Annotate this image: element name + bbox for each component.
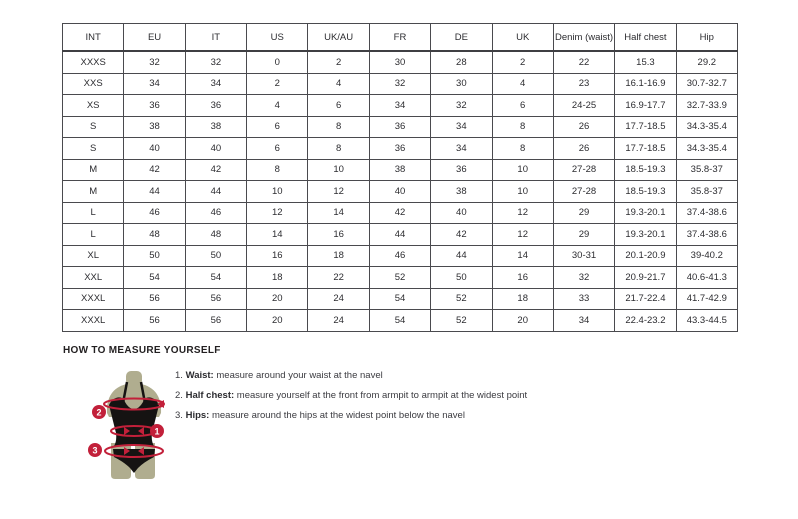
table-cell: 54 [369,310,430,332]
svg-text:1: 1 [154,426,160,437]
table-cell: 54 [369,288,430,310]
table-cell: 40 [431,202,492,224]
table-cell: S [63,116,124,138]
table-cell: 18.5-19.3 [615,181,676,203]
table-cell: 52 [431,288,492,310]
table-cell: 36 [185,95,246,117]
table-cell: 22.4-23.2 [615,310,676,332]
table-cell: 12 [308,181,369,203]
table-cell: 34 [553,310,614,332]
table-cell: 0 [247,51,308,73]
table-cell: S [63,138,124,160]
table-row [63,202,738,224]
column-header: FR [369,24,430,52]
table-cell: 56 [124,288,185,310]
table-cell: 6 [308,95,369,117]
table-cell: 24 [308,310,369,332]
table-cell: 40 [185,138,246,160]
table-cell: 2 [308,51,369,73]
table-cell: 34 [369,95,430,117]
table-cell: 16.9-17.7 [615,95,676,117]
table-row [63,73,738,95]
table-cell: 14 [492,245,553,267]
table-cell: 56 [185,288,246,310]
table-cell: XL [63,245,124,267]
table-cell: 54 [124,267,185,289]
table-cell: XXXS [63,51,124,73]
table-cell: 10 [492,181,553,203]
table-cell: 10 [492,159,553,181]
mannequin-neck [126,371,142,385]
table-cell: 29.2 [676,51,737,73]
table-cell: 48 [124,224,185,246]
table-cell: 36 [369,116,430,138]
how-to-measure-title: HOW TO MEASURE YOURSELF [63,345,221,356]
table-cell: 14 [247,224,308,246]
table-cell: 30-31 [553,245,614,267]
table-cell: 34 [431,116,492,138]
table-cell: 19.3-20.1 [615,202,676,224]
measure-steps-list [175,366,527,426]
table-cell: 19.3-20.1 [615,224,676,246]
step-text: measure around your waist at the navel [216,370,383,381]
table-cell: 24-25 [553,95,614,117]
table-cell: 21.7-22.4 [615,288,676,310]
table-cell: 10 [308,159,369,181]
table-cell: 20.1-20.9 [615,245,676,267]
table-cell: 38 [369,159,430,181]
table-cell: 36 [124,95,185,117]
table-cell: 4 [492,73,553,95]
table-cell: 40 [369,181,430,203]
table-cell: 32 [431,95,492,117]
table-cell: L [63,202,124,224]
table-cell: 12 [492,224,553,246]
table-cell: 22 [553,51,614,73]
table-cell: 29 [553,202,614,224]
table-cell: 46 [124,202,185,224]
table-cell: XXXL [63,288,124,310]
table-cell: 32 [369,73,430,95]
table-cell: 48 [185,224,246,246]
column-header: Denim (waist) [553,24,614,52]
svg-text:2: 2 [96,407,102,418]
table-row [63,95,738,117]
table-cell: 42 [369,202,430,224]
table-cell: 20 [247,310,308,332]
table-cell: 18 [308,245,369,267]
table-cell: 15.3 [615,51,676,73]
table-cell: 50 [431,267,492,289]
table-cell: 24 [308,288,369,310]
table-cell: 34.3-35.4 [676,116,737,138]
table-cell: 35.8-37 [676,181,737,203]
table-cell: 37.4-38.6 [676,202,737,224]
table-cell: 46 [185,202,246,224]
table-cell: 38 [431,181,492,203]
table-cell: 34 [124,73,185,95]
badge-waist [150,424,164,438]
step-number: 2. [175,390,183,401]
table-cell: 44 [124,181,185,203]
table-cell: 32 [124,51,185,73]
table-cell: 34 [431,138,492,160]
table-cell: 56 [185,310,246,332]
table-row [63,288,738,310]
table-row [63,138,738,160]
table-cell: 16 [308,224,369,246]
table-cell: 56 [124,310,185,332]
table-cell: 17.7-18.5 [615,116,676,138]
table-cell: 8 [492,116,553,138]
table-cell: 18 [247,267,308,289]
table-cell: 12 [492,202,553,224]
table-cell: 4 [247,95,308,117]
table-cell: 50 [124,245,185,267]
table-cell: 30.7-32.7 [676,73,737,95]
badge-hips [88,443,102,457]
step-label: Waist: [185,370,214,381]
table-cell: 40.6-41.3 [676,267,737,289]
measure-step [175,406,527,426]
table-cell: 34 [185,73,246,95]
table-cell: XXXL [63,310,124,332]
table-cell: 46 [369,245,430,267]
badge-half-chest [92,405,106,419]
table-cell: 14 [308,202,369,224]
table-cell: M [63,181,124,203]
table-cell: 36 [369,138,430,160]
step-label: Half chest: [185,390,235,401]
table-cell: 16 [492,267,553,289]
table-cell: 23 [553,73,614,95]
table-row [63,224,738,246]
table-cell: 42 [431,224,492,246]
table-cell: L [63,224,124,246]
table-cell: 34.3-35.4 [676,138,737,160]
step-label: Hips: [185,410,210,421]
table-cell: 33 [553,288,614,310]
size-chart-header-row [63,24,738,52]
column-header: Half chest [615,24,676,52]
step-number: 1. [175,370,183,381]
table-cell: 16 [247,245,308,267]
table-cell: 20.9-21.7 [615,267,676,289]
table-cell: 2 [492,51,553,73]
step-text: measure yourself at the front from armpit to armpit at the widest point [236,390,528,401]
column-header: INT [63,24,124,52]
column-header: EU [124,24,185,52]
table-cell: 44 [431,245,492,267]
table-cell: XXL [63,267,124,289]
table-row [63,159,738,181]
table-cell: 32 [553,267,614,289]
table-cell: 50 [185,245,246,267]
table-cell: 30 [369,51,430,73]
table-cell: XXS [63,73,124,95]
table-cell: 38 [185,116,246,138]
table-cell: 18.5-19.3 [615,159,676,181]
table-cell: 8 [308,138,369,160]
table-row [63,245,738,267]
table-cell: 20 [492,310,553,332]
table-cell: 38 [124,116,185,138]
table-cell: 27-28 [553,159,614,181]
table-cell: 29 [553,224,614,246]
column-header: IT [185,24,246,52]
table-cell: 12 [247,202,308,224]
table-cell: 30 [431,73,492,95]
step-text: measure around the hips at the widest point below the navel [211,410,465,421]
measure-step [175,366,527,386]
table-cell: 22 [308,267,369,289]
table-cell: 27-28 [553,181,614,203]
table-cell: 18 [492,288,553,310]
table-cell: 42 [185,159,246,181]
column-header: UK [492,24,553,52]
table-cell: 32.7-33.9 [676,95,737,117]
table-cell: M [63,159,124,181]
table-cell: 41.7-42.9 [676,288,737,310]
table-cell: 37.4-38.6 [676,224,737,246]
table-cell: 6 [247,138,308,160]
table-cell: 35.8-37 [676,159,737,181]
table-cell: 32 [185,51,246,73]
table-cell: 6 [247,116,308,138]
table-cell: 16.1-16.9 [615,73,676,95]
table-cell: 52 [431,310,492,332]
table-row [63,51,738,73]
table-cell: 40 [124,138,185,160]
table-cell: 17.7-18.5 [615,138,676,160]
table-cell: 44 [369,224,430,246]
table-cell: 6 [492,95,553,117]
column-header: Hip [676,24,737,52]
table-cell: 8 [247,159,308,181]
size-chart-table [62,23,738,332]
table-cell: 8 [308,116,369,138]
measure-step [175,386,527,406]
table-cell: 26 [553,138,614,160]
table-cell: 42 [124,159,185,181]
table-cell: 28 [431,51,492,73]
svg-text:3: 3 [92,445,98,456]
column-header: UK/AU [308,24,369,52]
table-cell: 10 [247,181,308,203]
table-row [63,267,738,289]
table-cell: 2 [247,73,308,95]
table-cell: 26 [553,116,614,138]
table-cell: 43.3-44.5 [676,310,737,332]
table-cell: 20 [247,288,308,310]
table-cell: 4 [308,73,369,95]
table-row [63,310,738,332]
column-header: US [247,24,308,52]
table-cell: 44 [185,181,246,203]
step-number: 3. [175,410,183,421]
table-cell: 52 [369,267,430,289]
table-cell: XS [63,95,124,117]
table-row [63,181,738,203]
column-header: DE [431,24,492,52]
table-cell: 39-40.2 [676,245,737,267]
table-cell: 8 [492,138,553,160]
table-row [63,116,738,138]
table-cell: 54 [185,267,246,289]
table-cell: 36 [431,159,492,181]
